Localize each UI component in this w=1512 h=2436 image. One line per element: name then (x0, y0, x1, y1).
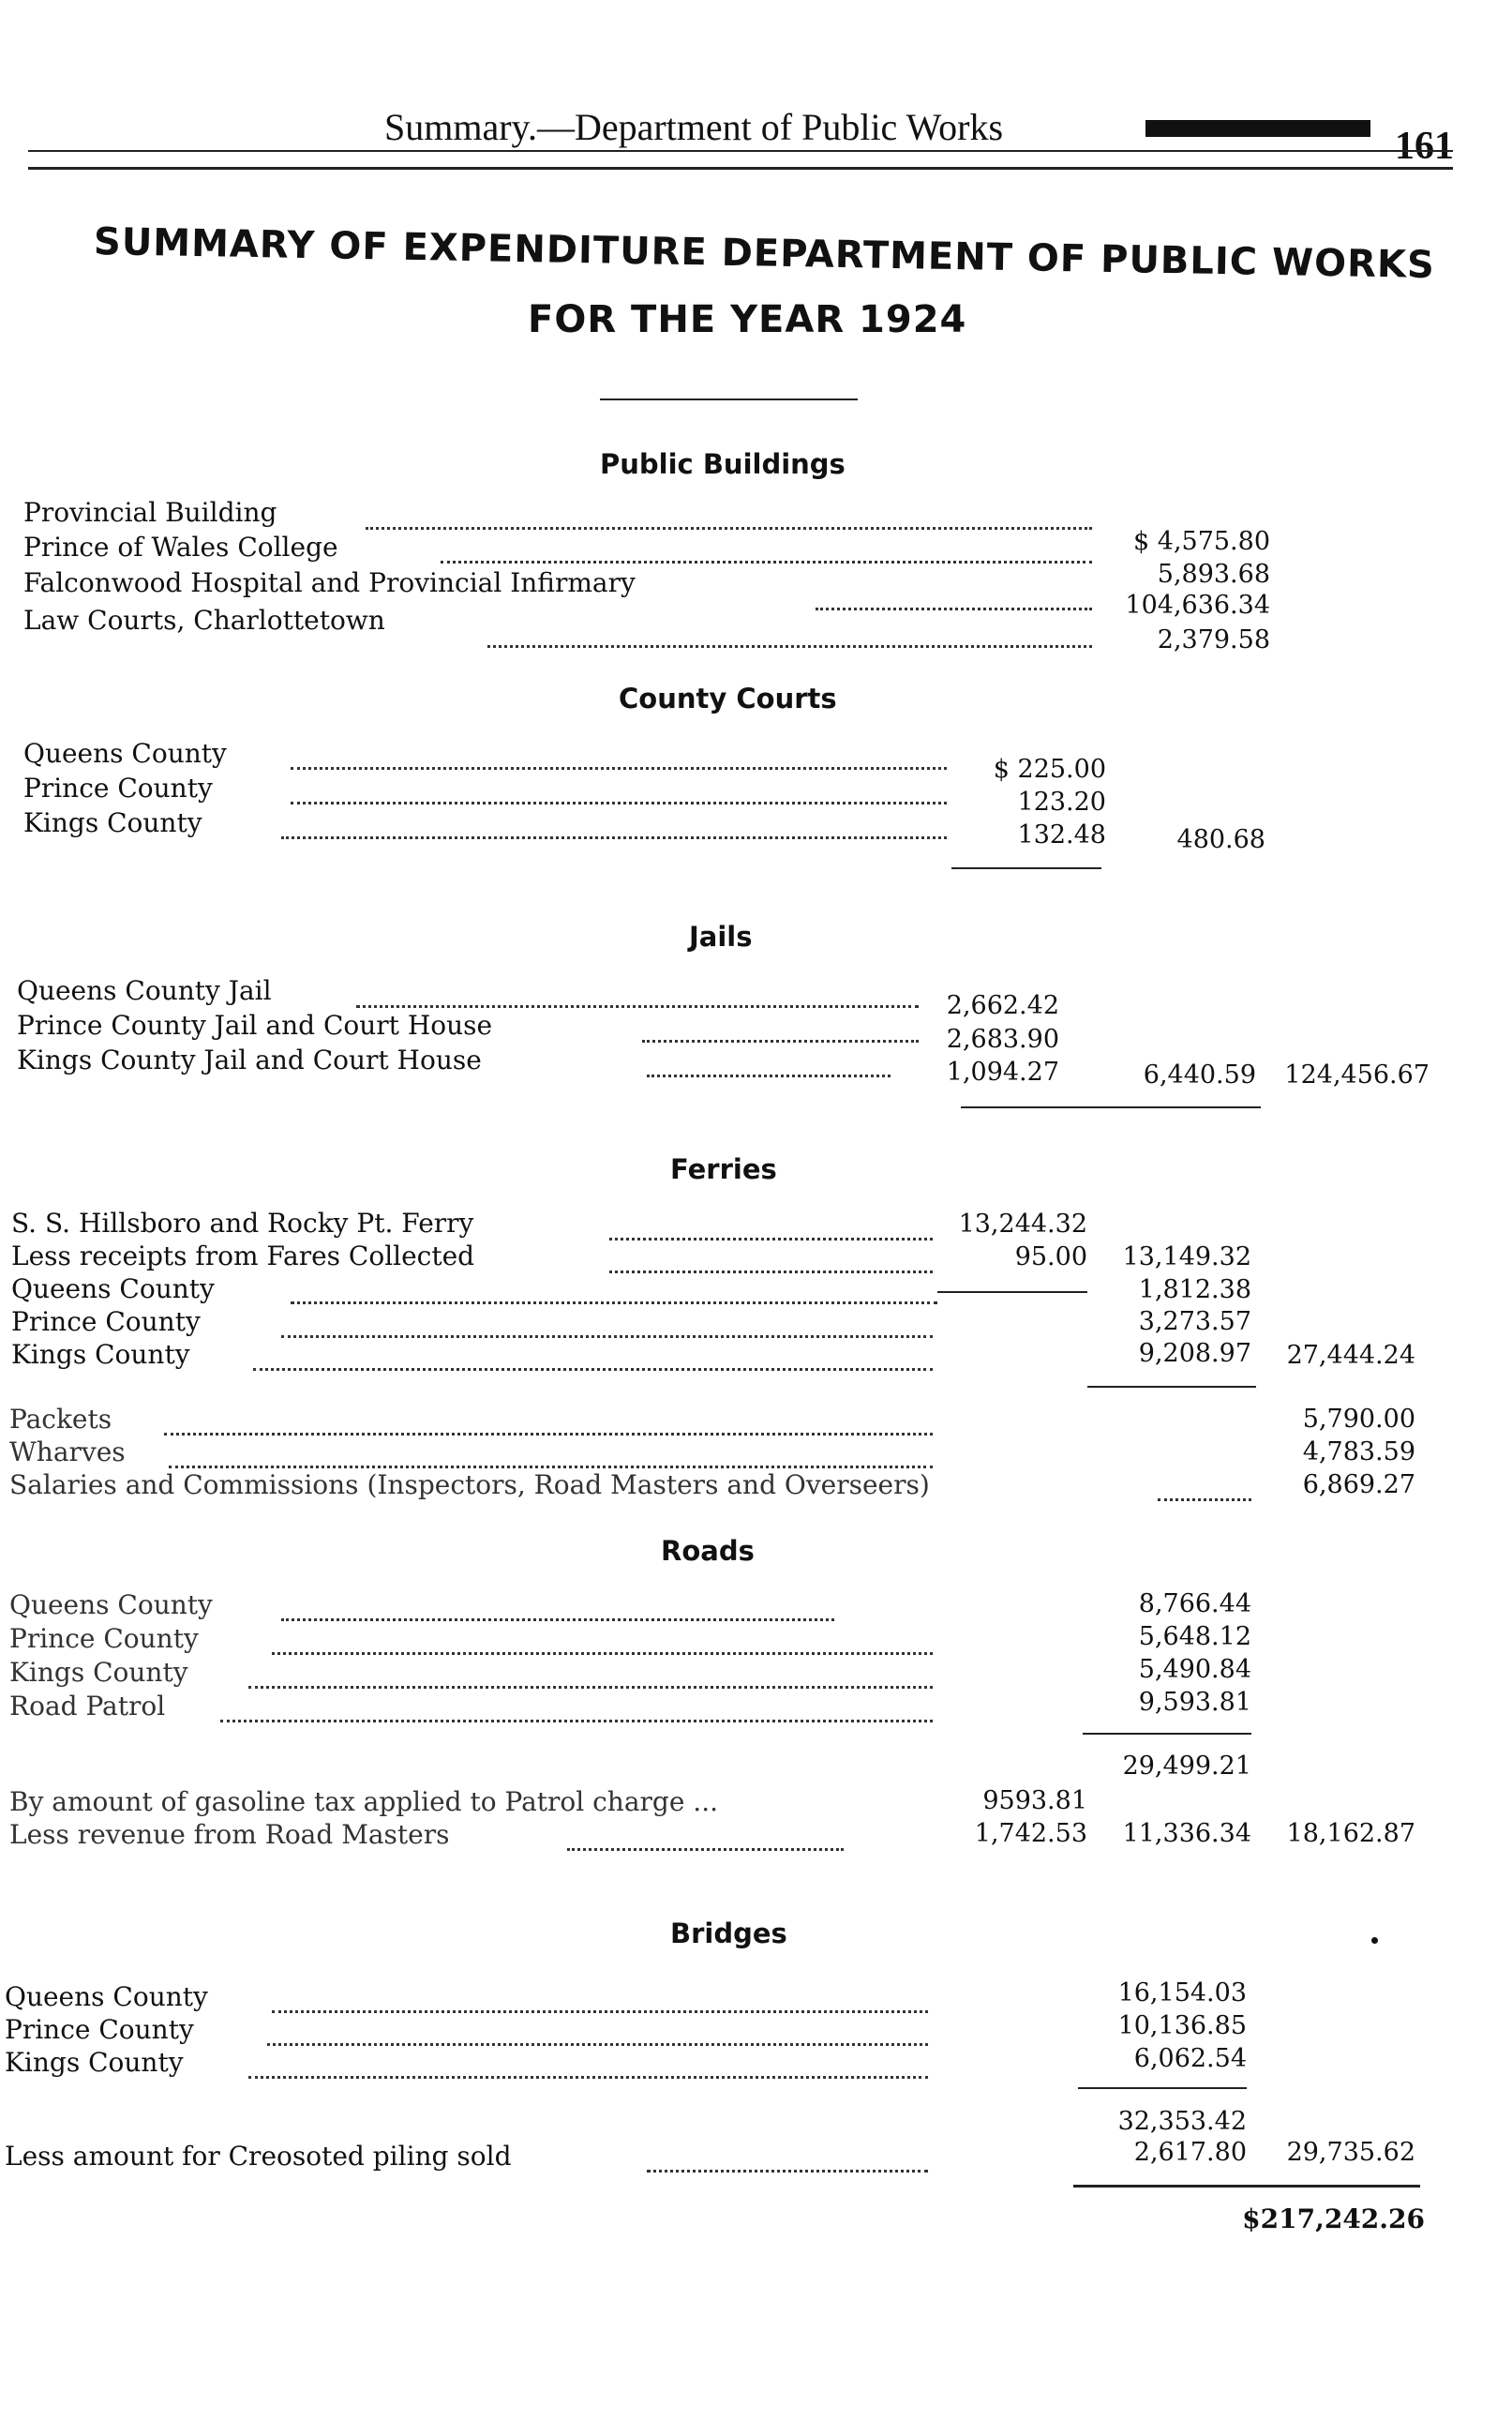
leader-dots (487, 645, 1092, 648)
grand-total-rule (1073, 2185, 1420, 2188)
row-label: Prince County (11, 1306, 201, 1337)
row-label: Road Patrol (9, 1691, 166, 1722)
leader-dots (441, 561, 1092, 564)
amount: 9593.81 (982, 1786, 1087, 1815)
leader-dots (248, 2076, 928, 2079)
sum-rule (937, 1291, 1087, 1293)
running-header-title: Summary.—Department of Public Works (384, 106, 1004, 148)
row-label: Queens County (23, 738, 227, 769)
leader-dots (291, 1301, 937, 1304)
amount: 104,636.34 (1125, 591, 1270, 620)
amount: 4,783.59 (1302, 1437, 1415, 1466)
leader-dots (272, 2010, 928, 2013)
document-subtitle: FOR THE YEAR 1924 (528, 298, 967, 341)
leader-dots (169, 1466, 933, 1468)
row-label: S. S. Hillsboro and Rocky Pt. Ferry (11, 1208, 474, 1239)
amount: 95.00 (1014, 1242, 1087, 1271)
leader-dots (366, 527, 1092, 530)
leader-dots (642, 1040, 919, 1043)
leader-dots (609, 1271, 933, 1273)
amount: 13,149.32 (1122, 1242, 1251, 1271)
row-label: Queens County Jail (17, 975, 272, 1006)
row-label: Packets (9, 1404, 112, 1435)
amount: 1,812.38 (1138, 1275, 1251, 1304)
leader-dots (272, 1652, 933, 1655)
amount: $ 4,575.80 (1133, 527, 1270, 556)
subtotal: 29,499.21 (1122, 1752, 1251, 1781)
section-ferries: Ferries (670, 1153, 777, 1185)
amount: 2,662.42 (946, 991, 1059, 1020)
row-label: Prince County (5, 2014, 194, 2045)
grand-total: $217,242.26 (1242, 2203, 1425, 2234)
row-label: Wharves (9, 1436, 126, 1467)
amount: 2,617.80 (1133, 2138, 1247, 2167)
sum-rule (961, 1106, 1261, 1108)
column-total: 29,735.62 (1286, 2138, 1415, 2167)
amount: 3,273.57 (1138, 1307, 1251, 1336)
leader-dots (356, 1005, 919, 1008)
leader-dots (609, 1238, 933, 1241)
amount: 5,790.00 (1302, 1405, 1415, 1434)
row-label: Queens County (9, 1589, 213, 1620)
amount: 123.20 (1017, 788, 1106, 817)
leader-dots (291, 802, 947, 804)
subtotal: 11,336.34 (1122, 1819, 1251, 1848)
amount: 13,244.32 (958, 1210, 1087, 1239)
row-label: Less revenue from Road Masters (9, 1819, 450, 1850)
amount: 9,208.97 (1138, 1339, 1251, 1368)
section-public-buildings: Public Buildings (600, 448, 846, 480)
amount: 9,593.81 (1138, 1688, 1251, 1717)
subtotal: 32,353.42 (1117, 2107, 1247, 2136)
leader-dots (281, 1335, 933, 1338)
page-number: 161 (1395, 125, 1454, 168)
amount: $ 225.00 (993, 755, 1106, 784)
row-label: Kings County (5, 2047, 184, 2078)
row-label: Falconwood Hospital and Provincial Infirmary (23, 567, 636, 598)
sum-rule (1087, 1386, 1256, 1388)
document-title: SUMMARY OF EXPENDITURE DEPARTMENT OF PUBLIC WORKS (93, 220, 1436, 287)
amount: 6,062.54 (1133, 2044, 1247, 2073)
row-label: By amount of gasoline tax applied to Patrol charge ... (9, 1786, 718, 1817)
section-county-courts: County Courts (619, 683, 837, 714)
leader-dots (1158, 1498, 1251, 1501)
section-roads: Roads (661, 1535, 755, 1567)
leader-dots (253, 1368, 933, 1371)
row-label: Less receipts from Fares Collected (11, 1241, 475, 1271)
subtotal: 6,440.59 (1143, 1060, 1256, 1090)
section-jails: Jails (689, 921, 753, 953)
row-label: Queens County (11, 1273, 215, 1304)
amount: 1,094.27 (946, 1058, 1059, 1087)
leader-dots (816, 608, 1092, 610)
leader-dots (567, 1848, 844, 1851)
header-rule (28, 150, 1453, 152)
ink-dot (1371, 1937, 1378, 1944)
leader-dots (281, 1618, 834, 1621)
row-label: Prince County (23, 773, 213, 804)
sum-rule (1078, 2087, 1247, 2089)
row-label: Law Courts, Charlottetown (23, 605, 385, 636)
column-total: 27,444.24 (1286, 1341, 1415, 1370)
row-label: Prince County (9, 1623, 199, 1654)
amount: 2,379.58 (1157, 625, 1270, 654)
row-label: Salaries and Commissions (Inspectors, Road Masters and Overseers) (9, 1469, 930, 1500)
amount: 10,136.85 (1117, 2011, 1247, 2040)
column-total: 124,456.67 (1284, 1060, 1430, 1090)
subtotal: 480.68 (1176, 825, 1265, 854)
amount: 5,893.68 (1157, 560, 1270, 589)
row-label: Kings County (9, 1657, 188, 1688)
leader-dots (220, 1720, 933, 1722)
amount: 1,742.53 (974, 1819, 1087, 1848)
amount: 16,154.03 (1117, 1978, 1247, 2007)
section-bridges: Bridges (670, 1917, 787, 1949)
leader-dots (267, 2043, 928, 2046)
leader-dots (164, 1433, 933, 1436)
leader-dots (281, 836, 947, 839)
title-rule (600, 398, 858, 400)
column-total: 18,162.87 (1286, 1819, 1415, 1848)
row-label: Kings County Jail and Court House (17, 1045, 482, 1075)
row-label: Kings County (23, 807, 202, 838)
amount: 132.48 (1017, 820, 1106, 850)
leader-dots (647, 1075, 891, 1077)
amount: 2,683.90 (946, 1025, 1059, 1054)
amount: 8,766.44 (1138, 1589, 1251, 1618)
amount: 5,648.12 (1138, 1622, 1251, 1651)
row-label: Prince of Wales College (23, 532, 338, 563)
amount: 5,490.84 (1138, 1655, 1251, 1684)
leader-dots (647, 2170, 928, 2173)
row-label: Provincial Building (23, 497, 277, 528)
leader-dots (291, 767, 947, 770)
header-ink-smudge (1145, 120, 1370, 137)
row-label: Less amount for Creosoted piling sold (5, 2141, 512, 2172)
header-rule-double (28, 167, 1453, 170)
row-label: Prince County Jail and Court House (17, 1010, 493, 1041)
amount: 6,869.27 (1302, 1470, 1415, 1499)
sum-rule (1083, 1733, 1251, 1735)
row-label: Queens County (5, 1981, 208, 2012)
leader-dots (248, 1686, 933, 1689)
sum-rule (951, 867, 1101, 869)
row-label: Kings County (11, 1339, 190, 1370)
